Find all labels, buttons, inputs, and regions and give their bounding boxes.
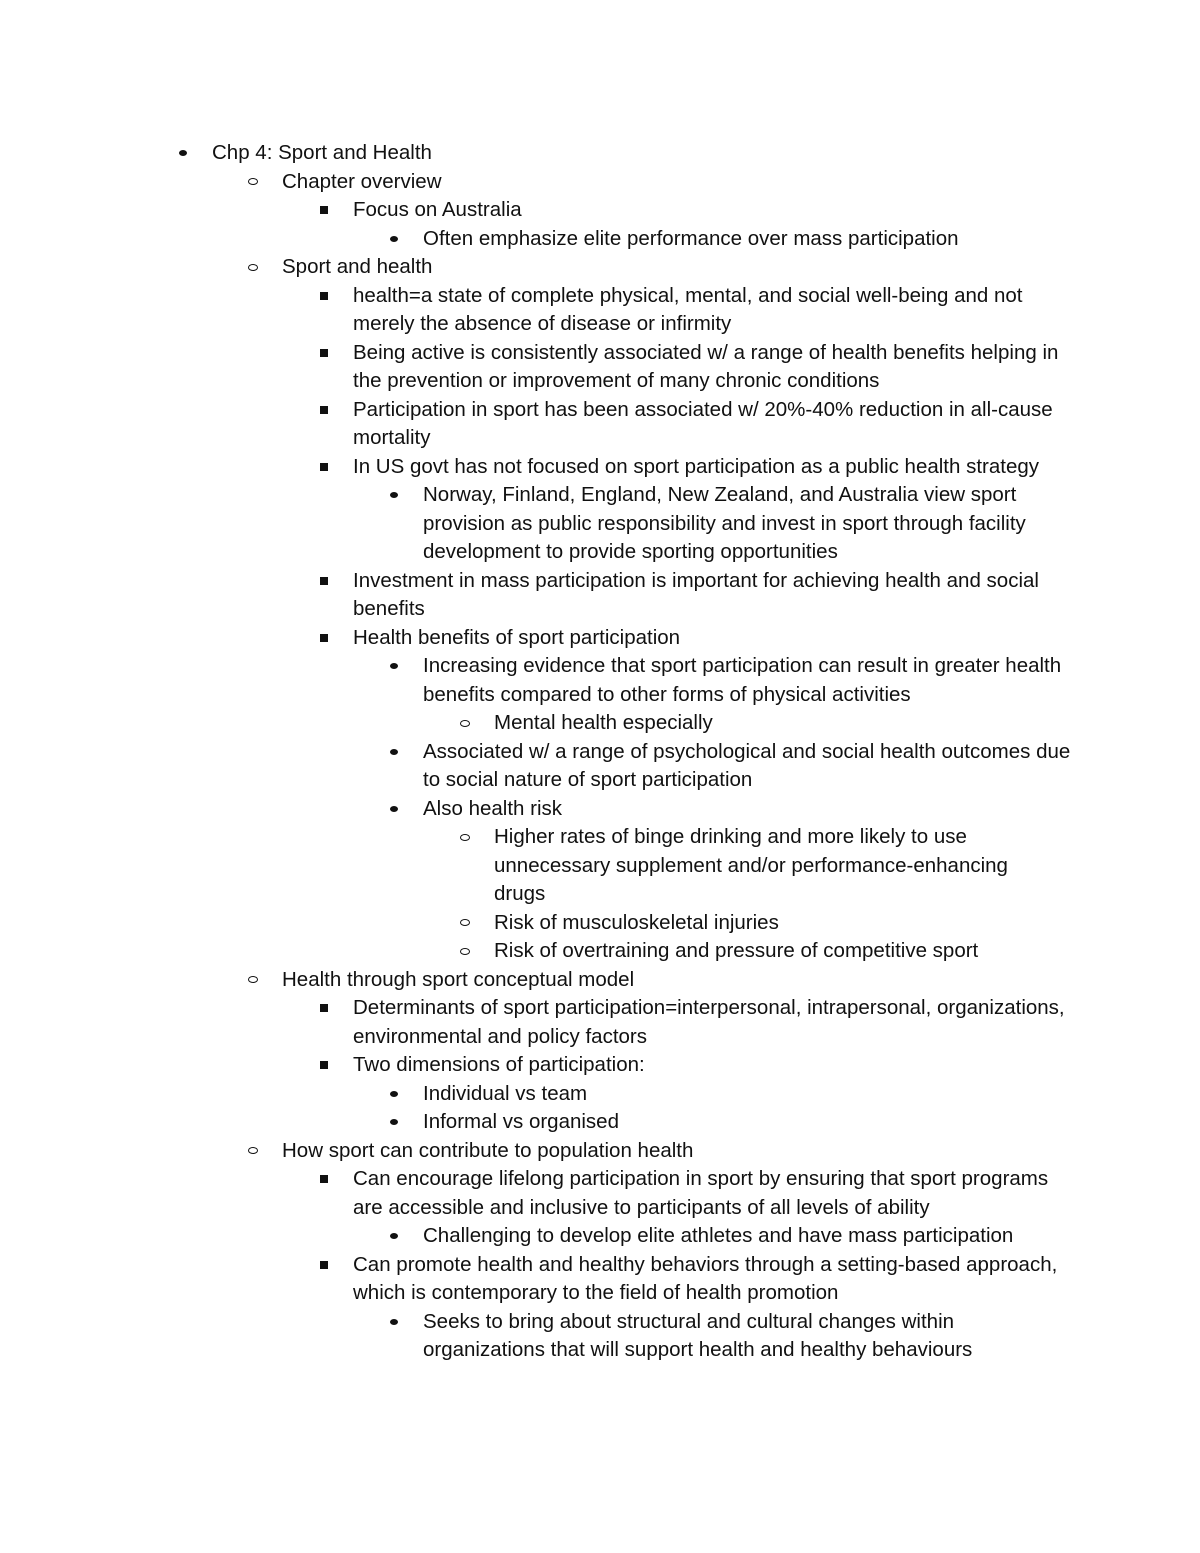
item-text: Participation in sport has been associated w/ 20%-40% reduction in all-cause mortality [353, 397, 1053, 449]
item-text: Individual vs team [423, 1081, 588, 1105]
square-bullet-icon [316, 339, 332, 368]
square-bullet-icon [316, 624, 332, 653]
outline-item-two-dimensions [353, 1051, 1068, 1080]
notes-outline [0, 139, 1200, 1365]
item-text: Can promote health and healthy behaviors through a setting-based approach, which is contemporary to the field of health promotion [353, 1252, 1058, 1304]
item-text: Often emphasize elite performance over mass participation [423, 226, 959, 250]
outline-item-determinants [353, 994, 1068, 1051]
square-bullet-icon [316, 453, 332, 482]
outline-item-chp-title [212, 139, 1072, 168]
outline-item-mental-health [494, 709, 1064, 738]
item-text: Chapter overview [282, 169, 442, 193]
item-text: Risk of overtraining and pressure of competitive sport [494, 939, 979, 962]
outline-item-setting-based [353, 1251, 1068, 1308]
outline-item-structural-changes [423, 1308, 1073, 1365]
outline-item-challenging-elite [423, 1222, 1073, 1251]
disc-bullet-icon [386, 1080, 402, 1109]
circle-bullet-icon [457, 937, 473, 966]
item-text: Can encourage lifelong participation in sport by ensuring that sport programs are accessible and inclusive to participants of all levels of ability [353, 1167, 1049, 1219]
outline-item-health-definition [353, 282, 1068, 339]
disc-bullet-icon [386, 1108, 402, 1137]
outline-item-other-countries [423, 481, 1073, 567]
outline-item-lifelong-participation [353, 1165, 1068, 1222]
item-text: How sport can contribute to population health [282, 1138, 694, 1162]
item-text: health=a state of complete physical, mental, and social well-being and not merely the absence of disease or infirmity [353, 283, 1023, 335]
item-text: Higher rates of binge drinking and more likely to use unnecessary supplement and/or performance-enhancing drugs [494, 825, 1008, 905]
outline-item-mortality-reduction [353, 396, 1068, 453]
item-text: Determinants of sport participation=interpersonal, intrapersonal, organizations, environmental and policy factors [353, 996, 1065, 1048]
square-bullet-icon [316, 1251, 332, 1280]
item-text: Health through sport conceptual model [282, 967, 635, 991]
disc-bullet-icon [386, 225, 402, 254]
item-text: Two dimensions of participation: [353, 1053, 645, 1076]
disc-bullet-icon [386, 1222, 402, 1251]
square-bullet-icon [316, 396, 332, 425]
outline-item-overtraining [494, 937, 1064, 966]
circle-bullet-icon [457, 909, 473, 938]
disc-bullet-icon [386, 1308, 402, 1337]
disc-bullet-icon [386, 481, 402, 510]
item-text: In US govt has not focused on sport participation as a public health strategy [353, 454, 1040, 478]
square-bullet-icon [316, 567, 332, 596]
outline-item-psych-social [423, 738, 1073, 795]
outline-item-sport-and-health [282, 253, 1072, 282]
item-text: Mental health especially [494, 711, 713, 734]
item-text: Increasing evidence that sport participation can result in greater health benefits compared to other forms of physical activities [423, 654, 1062, 706]
outline-item-musculoskeletal [494, 909, 1064, 938]
item-text: Informal vs organised [423, 1110, 619, 1133]
outline-item-health-benefits [353, 624, 1068, 653]
item-text: Health benefits of sport participation [353, 625, 681, 649]
item-text: Seeks to bring about structural and cultural changes within organizations that will support health and healthy behaviours [423, 1309, 973, 1361]
item-text: Risk of musculoskeletal injuries [494, 910, 779, 934]
outline-item-informal-organised [423, 1108, 1073, 1137]
square-bullet-icon [316, 282, 332, 311]
circle-bullet-icon [245, 1137, 261, 1166]
outline-item-health-risk [423, 795, 1073, 824]
item-text: Being active is consistently associated w/ a range of health benefits helping in the prevention or improvement of many chronic conditions [353, 340, 1059, 392]
outline-item-population-health [282, 1137, 1072, 1166]
circle-bullet-icon [457, 823, 473, 852]
outline-item-being-active [353, 339, 1068, 396]
outline-item-mass-investment [353, 567, 1068, 624]
outline-item-focus-australia [353, 196, 1068, 225]
circle-bullet-icon [457, 709, 473, 738]
item-text: Norway, Finland, England, New Zealand, and Australia view sport provision as public responsibility and invest in sport through facility development to provide sporting opportunities [423, 483, 1026, 563]
disc-bullet-icon [386, 738, 402, 767]
outline-item-us-govt [353, 453, 1068, 482]
square-bullet-icon [316, 196, 332, 225]
outline-item-conceptual-model [282, 966, 1072, 995]
item-text: Focus on Australia [353, 198, 522, 221]
outline-item-chapter-overview [282, 168, 1072, 197]
item-text: Challenging to develop elite athletes and have mass participation [423, 1224, 1014, 1247]
disc-bullet-icon [386, 652, 402, 681]
outline-item-elite-over-mass [423, 225, 1073, 254]
square-bullet-icon [316, 994, 332, 1023]
square-bullet-icon [316, 1051, 332, 1080]
square-bullet-icon [316, 1165, 332, 1194]
disc-bullet-icon [175, 139, 191, 168]
item-text: Associated w/ a range of psychological and social health outcomes due to social nature of sport participation [423, 739, 1071, 791]
outline-item-binge-drinking [494, 823, 1064, 909]
item-text: Sport and health [282, 255, 433, 278]
outline-item-increasing-evidence [423, 652, 1073, 709]
circle-bullet-icon [245, 253, 261, 282]
circle-bullet-icon [245, 966, 261, 995]
circle-bullet-icon [245, 168, 261, 197]
item-text: Investment in mass participation is important for achieving health and social benefits [353, 568, 1039, 620]
outline-item-individual-team [423, 1080, 1073, 1109]
disc-bullet-icon [386, 795, 402, 824]
item-text: Also health risk [423, 796, 563, 820]
item-text: Chp 4: Sport and Health [212, 141, 432, 164]
